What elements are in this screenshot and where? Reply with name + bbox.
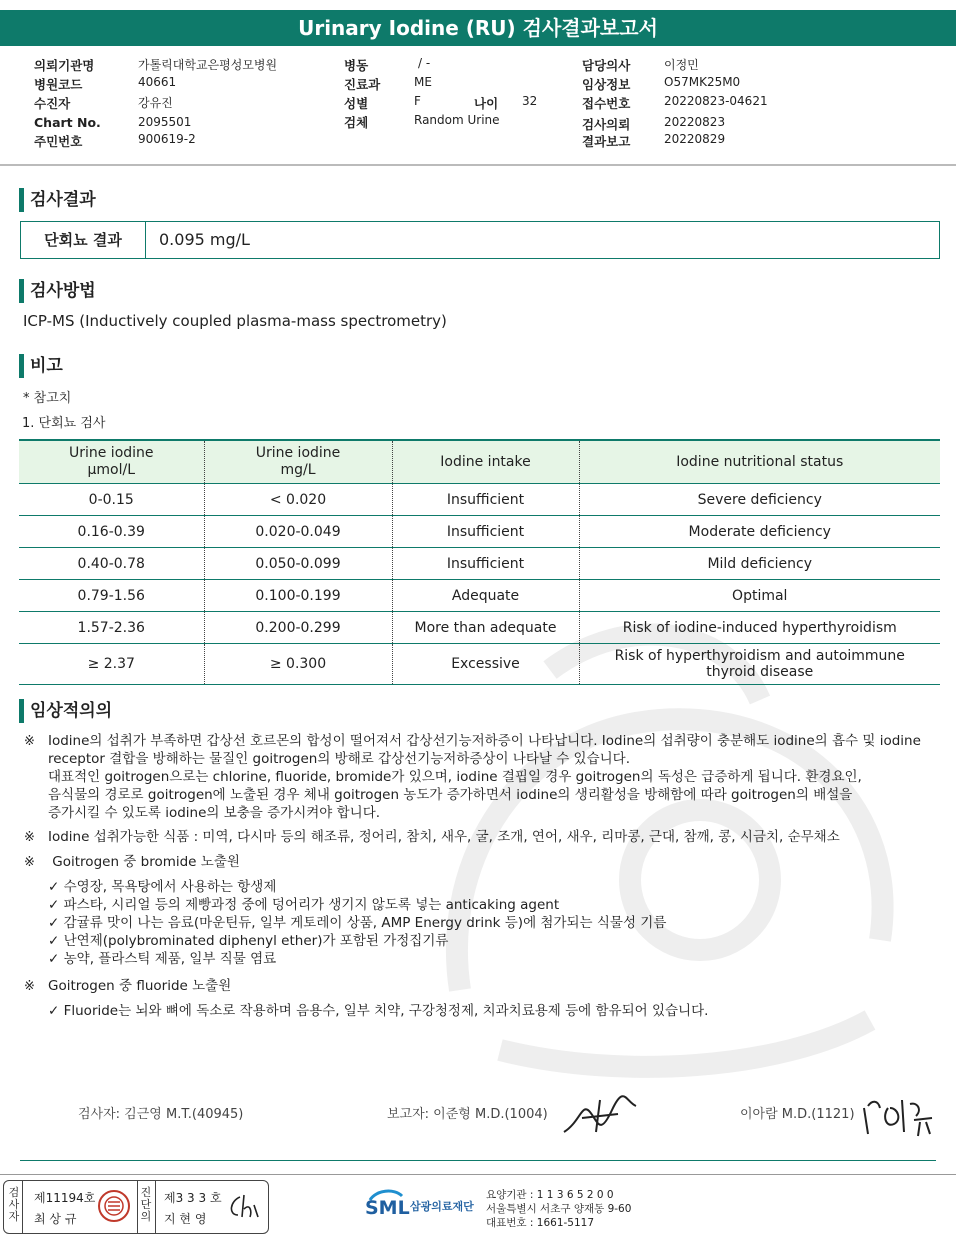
th-mgl-line2: mg/L bbox=[280, 462, 316, 478]
table-cell: 1.57-2.36 bbox=[19, 612, 204, 644]
table-cell: 0.200-0.299 bbox=[204, 612, 392, 644]
clinical-paragraph-1 bbox=[48, 732, 938, 822]
stamp-divider bbox=[22, 1181, 23, 1233]
result-box bbox=[20, 221, 940, 259]
doctor-label: 담당의사 bbox=[582, 58, 631, 73]
clinical-foods: Iodine 섭취가능한 식품 : 미역, 다시마 등의 해조류, 정어리, 참치, 새우, 굴, 조개, 연어, 새우, 리마콩, 근대, 참깨, 콩, 시금치, 순무채소 bbox=[48, 829, 840, 845]
note-mark: ※ bbox=[24, 979, 35, 994]
table-row bbox=[19, 612, 940, 644]
check-icon: ✓ bbox=[48, 915, 60, 931]
table-row bbox=[19, 516, 940, 548]
th-umol bbox=[19, 440, 204, 484]
list-item-text: 수영장, 목욕탕에서 사용하는 항생제 bbox=[63, 879, 277, 895]
section-result-heading: 검사결과 bbox=[19, 188, 96, 212]
table-header-row bbox=[19, 440, 940, 484]
sml-logo-text: SML bbox=[365, 1197, 410, 1219]
institution-phone: 대표번호 : 1661-5117 bbox=[486, 1217, 595, 1229]
receipt-label: 접수번호 bbox=[582, 96, 631, 111]
list-item bbox=[48, 932, 666, 950]
stamp-label-2: 진단의 bbox=[140, 1186, 152, 1223]
list-item-text: 난연제(polybrominated diphenyl ether)가 포함된 가정집기류 bbox=[63, 933, 449, 949]
list-item bbox=[48, 1002, 708, 1020]
license-number-2: 제3 3 3 호 bbox=[164, 1191, 222, 1205]
patient-header bbox=[0, 52, 956, 164]
table-cell: Risk of hyperthyroidism and autoimmune thyroid disease bbox=[579, 644, 940, 685]
paragraph-line: 대표적인 goitrogen으로는 chlorine, fluoride, bromide가 있으며, iodine 결핍일 경우 goitrogen의 독성은 급증하게 됩니다. 환경요인, bbox=[48, 769, 862, 785]
handwritten-signature bbox=[226, 1191, 262, 1221]
age-value: 32 bbox=[522, 94, 538, 108]
request-value: 20220823 bbox=[664, 115, 726, 129]
list-item bbox=[48, 878, 666, 896]
stamp-divider bbox=[155, 1181, 156, 1233]
header-divider bbox=[0, 164, 956, 166]
list-item bbox=[48, 950, 666, 968]
dept-value: ME bbox=[414, 75, 432, 89]
check-icon: ✓ bbox=[48, 879, 60, 895]
table-cell: 0-0.15 bbox=[19, 484, 204, 516]
table-cell: Insufficient bbox=[392, 548, 579, 580]
tester-signature: 검사자: 김근영 M.T.(40945) bbox=[78, 1107, 244, 1122]
table-cell: 0.100-0.199 bbox=[204, 580, 392, 612]
table-cell: Moderate deficiency bbox=[579, 516, 940, 548]
table-cell: ≥ 2.37 bbox=[19, 644, 204, 685]
paragraph-line: 증가시킬 수 있도록 iodine의 보충을 증가시켜야 합니다. bbox=[48, 805, 381, 821]
fluoride-list bbox=[48, 1002, 708, 1020]
doctor-signature: 이아람 M.D.(1121) bbox=[740, 1107, 855, 1122]
table-cell: ≥ 0.300 bbox=[204, 644, 392, 685]
report-title: Urinary Iodine (RU) 검사결과보고서 bbox=[0, 10, 956, 46]
stamp-label-1: 검사자 bbox=[8, 1186, 20, 1223]
note-mark: ※ bbox=[24, 855, 35, 870]
institution-label: 의뢰기관명 bbox=[34, 58, 95, 73]
license-number-1: 제11194호 bbox=[34, 1191, 96, 1205]
table-cell: Severe deficiency bbox=[579, 484, 940, 516]
reference-table bbox=[19, 439, 940, 685]
stamp-divider bbox=[137, 1181, 138, 1233]
table-cell: Risk of iodine-induced hyperthyroidism bbox=[579, 612, 940, 644]
report-date-value: 20220829 bbox=[664, 132, 726, 146]
check-icon: ✓ bbox=[48, 933, 60, 949]
table-cell: Mild deficiency bbox=[579, 548, 940, 580]
paragraph-line: receptor 결합을 방해하는 물질인 goitrogen의 방해로 갑상선기능저하증상이 나타날 수 있습니다. bbox=[48, 751, 631, 767]
table-row bbox=[19, 644, 940, 685]
section-method-heading: 검사방법 bbox=[19, 279, 96, 303]
table-cell: Optimal bbox=[579, 580, 940, 612]
clinical-info-label: 임상정보 bbox=[582, 77, 631, 92]
table-row bbox=[19, 484, 940, 516]
list-item-text: 감귤류 맛이 나는 음료(마운틴듀, 일부 게토레이 상품, AMP Energy drink 등)에 첨가되는 식물성 기름 bbox=[63, 915, 667, 931]
table-row bbox=[19, 580, 940, 612]
certification-box bbox=[3, 1180, 269, 1234]
patient-label: 수진자 bbox=[34, 96, 71, 111]
check-icon: ✓ bbox=[48, 1003, 60, 1019]
institution-address: 서울특별시 서초구 양재동 9-60 bbox=[486, 1203, 632, 1215]
institution-name: 삼광의료재단 bbox=[410, 1200, 474, 1213]
table-cell: 0.020-0.049 bbox=[204, 516, 392, 548]
table-cell: Excessive bbox=[392, 644, 579, 685]
clinical-info-value: O57MK25M0 bbox=[664, 75, 741, 89]
doctor-value: 이정민 bbox=[664, 58, 699, 72]
th-mgl bbox=[204, 440, 392, 484]
reporter-signature-scribble bbox=[560, 1092, 640, 1140]
resident-label: 주민번호 bbox=[34, 134, 83, 149]
table-cell: 0.16-0.39 bbox=[19, 516, 204, 548]
method-text: ICP-MS (Inductively coupled plasma-mass spectrometry) bbox=[23, 312, 447, 330]
seal-stamp-icon bbox=[97, 1189, 131, 1223]
institution-code: 요양기관 : 1 1 3 6 5 2 0 0 bbox=[486, 1189, 614, 1201]
ward-value: / - bbox=[418, 56, 431, 70]
list-item-text: 파스타, 시리얼 등의 제빵과정 중에 덩어리가 생기지 않도록 넣는 anticaking agent bbox=[63, 897, 560, 913]
chart-label: Chart No. bbox=[34, 115, 101, 130]
table-cell: 0.79-1.56 bbox=[19, 580, 204, 612]
list-item bbox=[48, 914, 666, 932]
reference-subtitle: 1. 단회뇨 검사 bbox=[22, 416, 106, 431]
resident-value: 900619-2 bbox=[138, 132, 196, 146]
chart-value: 2095501 bbox=[138, 115, 192, 129]
footer-divider bbox=[20, 1160, 936, 1161]
th-umol-line1: Urine iodine bbox=[68, 445, 154, 461]
specimen-label: 검체 bbox=[344, 115, 369, 130]
section-remarks-heading: 비고 bbox=[19, 354, 63, 378]
reporter-signature: 보고자: 이준형 M.D.(1004) bbox=[387, 1107, 548, 1122]
patient-value: 강유진 bbox=[138, 96, 173, 110]
th-umol-line2: μmol/L bbox=[87, 462, 136, 478]
th-status: Iodine nutritional status bbox=[579, 440, 940, 484]
table-row bbox=[19, 548, 940, 580]
check-icon: ✓ bbox=[48, 897, 60, 913]
table-cell: 0.050-0.099 bbox=[204, 548, 392, 580]
bromide-list bbox=[48, 878, 666, 968]
result-label: 단회뇨 결과 bbox=[21, 222, 146, 258]
report-date-label: 결과보고 bbox=[582, 134, 631, 149]
license-name-1: 최 상 규 bbox=[34, 1212, 77, 1226]
table-cell: Insufficient bbox=[392, 484, 579, 516]
list-item bbox=[48, 896, 666, 914]
th-mgl-line1: Urine iodine bbox=[255, 445, 341, 461]
note-mark: ※ bbox=[24, 830, 35, 845]
list-item-text: 농약, 플라스틱 제품, 일부 직물 염료 bbox=[63, 951, 277, 967]
table-cell: More than adequate bbox=[392, 612, 579, 644]
list-item-text: Fluoride는 뇌와 뼈에 독소로 작용하며 음용수, 일부 치약, 구강청정제, 치과치료용제 등에 함유되어 있습니다. bbox=[63, 1003, 709, 1019]
note-mark: ※ bbox=[24, 734, 35, 749]
table-cell: < 0.020 bbox=[204, 484, 392, 516]
ward-label: 병동 bbox=[344, 58, 369, 73]
paragraph-line: 음식물의 경로로 goitrogen에 노출된 경우 체내 goitrogen 농도가 증가하면서 iodine의 생리활성을 방해함에 따라 goitrogen의 배설을 bbox=[48, 787, 853, 803]
receipt-value: 20220823-04621 bbox=[664, 94, 768, 108]
table-cell: Adequate bbox=[392, 580, 579, 612]
clinical-bromide-title: Goitrogen 중 bromide 노출원 bbox=[48, 854, 240, 870]
table-cell: Insufficient bbox=[392, 516, 579, 548]
table-cell: 0.40-0.78 bbox=[19, 548, 204, 580]
specimen-value: Random Urine bbox=[414, 113, 500, 127]
age-label: 나이 bbox=[474, 96, 499, 111]
hospital-code-value: 40661 bbox=[138, 75, 177, 89]
hospital-code-label: 병원코드 bbox=[34, 77, 83, 92]
clinical-fluoride-title: Goitrogen 중 fluoride 노출원 bbox=[48, 978, 232, 994]
section-clinical-heading: 임상적의의 bbox=[19, 699, 112, 723]
license-name-2: 지 현 영 bbox=[164, 1212, 207, 1226]
request-label: 검사의뢰 bbox=[582, 117, 631, 132]
dept-label: 진료과 bbox=[344, 77, 381, 92]
sex-label: 성별 bbox=[344, 96, 369, 111]
footer-divider-2 bbox=[0, 1174, 956, 1175]
paragraph-line: Iodine의 섭취가 부족하면 갑상선 호르몬의 합성이 떨어져서 갑상선기능저하증이 나타납니다. Iodine의 섭취량이 충분해도 iodine의 흡수 및 iodine bbox=[48, 733, 921, 749]
reference-title: * 참고치 bbox=[23, 391, 72, 406]
doctor-signature-scribble bbox=[858, 1094, 938, 1140]
institution-value: 가톨릭대학교은평성모병원 bbox=[138, 58, 278, 72]
th-intake: Iodine intake bbox=[392, 440, 579, 484]
check-icon: ✓ bbox=[48, 951, 60, 967]
sex-value: F bbox=[414, 94, 421, 108]
result-value: 0.095 mg/L bbox=[159, 230, 250, 249]
